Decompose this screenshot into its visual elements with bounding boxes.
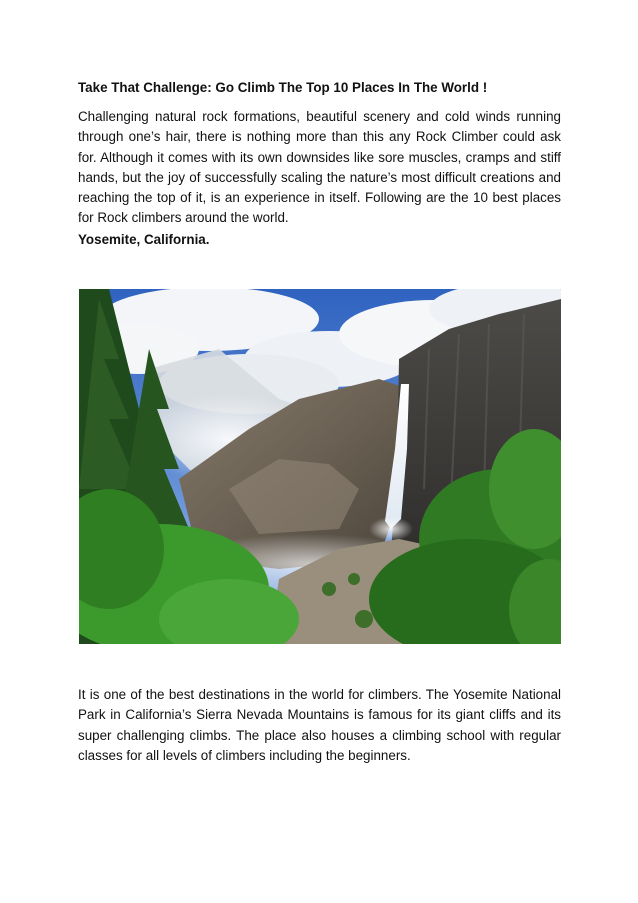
intro-paragraph: Challenging natural rock formations, beautiful scenery and cold winds running through one’s hair, there is nothing more than this any Rock Climber could ask for. Although it comes with its own downsides like sore muscles, cramps and stiff hands, but the joy of successfully scaling the nature’s most difficult creations and reaching the top of it, is an experience in itself. Following are the 10 best places for Rock climbers around the world. — [78, 109, 561, 226]
yosemite-waterfall-photo — [79, 289, 561, 644]
article-title: Take That Challenge: Go Climb The Top 10 Places In The World ! — [78, 80, 488, 95]
section-body-paragraph: It is one of the best destinations in the world for climbers. The Yosemite National Park in California’s Sierra Nevada Mountains is famous for its giant cliffs and its super challenging climbs. The place also houses a climbing school with regular classes for all levels of climbers including the beginners. — [78, 687, 561, 763]
section-heading: Yosemite, California. — [78, 232, 210, 247]
